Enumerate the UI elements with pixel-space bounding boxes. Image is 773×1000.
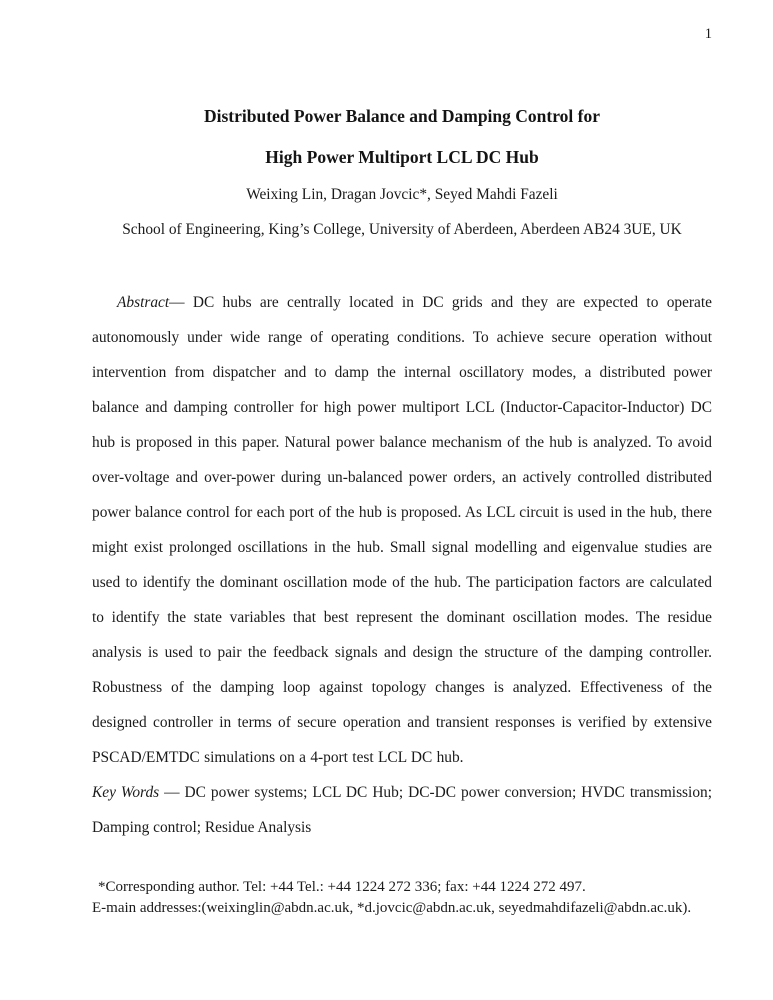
footnote-contact-line: *Corresponding author. Tel: +44 Tel.: +44 1224 272 336; fax: +44 1224 272 497. — [98, 879, 586, 895]
paper-title — [92, 96, 712, 178]
authors-line: Weixing Lin, Dragan Jovcic*, Seyed Mahdi Fazeli — [246, 186, 558, 203]
affiliation-line: School of Engineering, King’s College, University of Aberdeen, Aberdeen AB24 3UE, UK — [122, 221, 682, 238]
footnote-email-line: E-main addresses:(weixinglin@abdn.ac.uk, *d.jovcic@abdn.ac.uk, seyedmahdifazeli@abdn.ac.uk). — [92, 900, 692, 916]
paper-title-line2: High Power Multiport LCL DC Hub — [265, 147, 539, 167]
keywords-separator: — — [159, 784, 185, 801]
keywords-text: DC power systems; LCL DC Hub; DC-DC power conversion; HVDC transmission; Damping control; Residue Analysis — [92, 784, 712, 836]
abstract-text: DC hubs are centrally located in DC grids and they are expected to operate autonomously under wide range of operating conditions. To achieve secure operation without intervention from dispatcher and to damp the internal oscillatory modes, a distributed power balance and damping controller for high power multiport LCL (Inductor-Capacitor-Inductor) DC hub is proposed in this paper. Natural power balance mechanism of the hub is analyzed. To avoid over-voltage and over-power during un-balanced power orders, an actively controlled distributed power balance control for each port of the hub is proposed. As LCL circuit is used in the hub, there might exist prolonged oscillations in the hub. Small signal modelling and eigenvalue studies are used to identify the dominant oscillation mode of the hub. The participation factors are calculated to identify the state variables that best represent the dominant oscillation modes. The residue analysis is used to pair the feedback signals and design the structure of the damping controller. Robustness of the damping loop against topology changes is analyzed. Effectiveness of the designed controller in terms of secure operation and transient responses is verified by extensive PSCAD/EMTDC simulations on a 4-port test LCL DC hub. — [92, 294, 712, 766]
abstract-paragraph — [92, 285, 712, 775]
abstract-separator: — — [169, 294, 193, 311]
corresponding-author-footnote — [92, 877, 720, 919]
keywords-label: Key Words — [92, 784, 160, 801]
abstract-label: Abstract — [117, 294, 170, 311]
page-number: 1 — [704, 26, 712, 42]
paper-title-line1: Distributed Power Balance and Damping Control for — [203, 106, 601, 126]
keywords-paragraph — [92, 775, 712, 845]
